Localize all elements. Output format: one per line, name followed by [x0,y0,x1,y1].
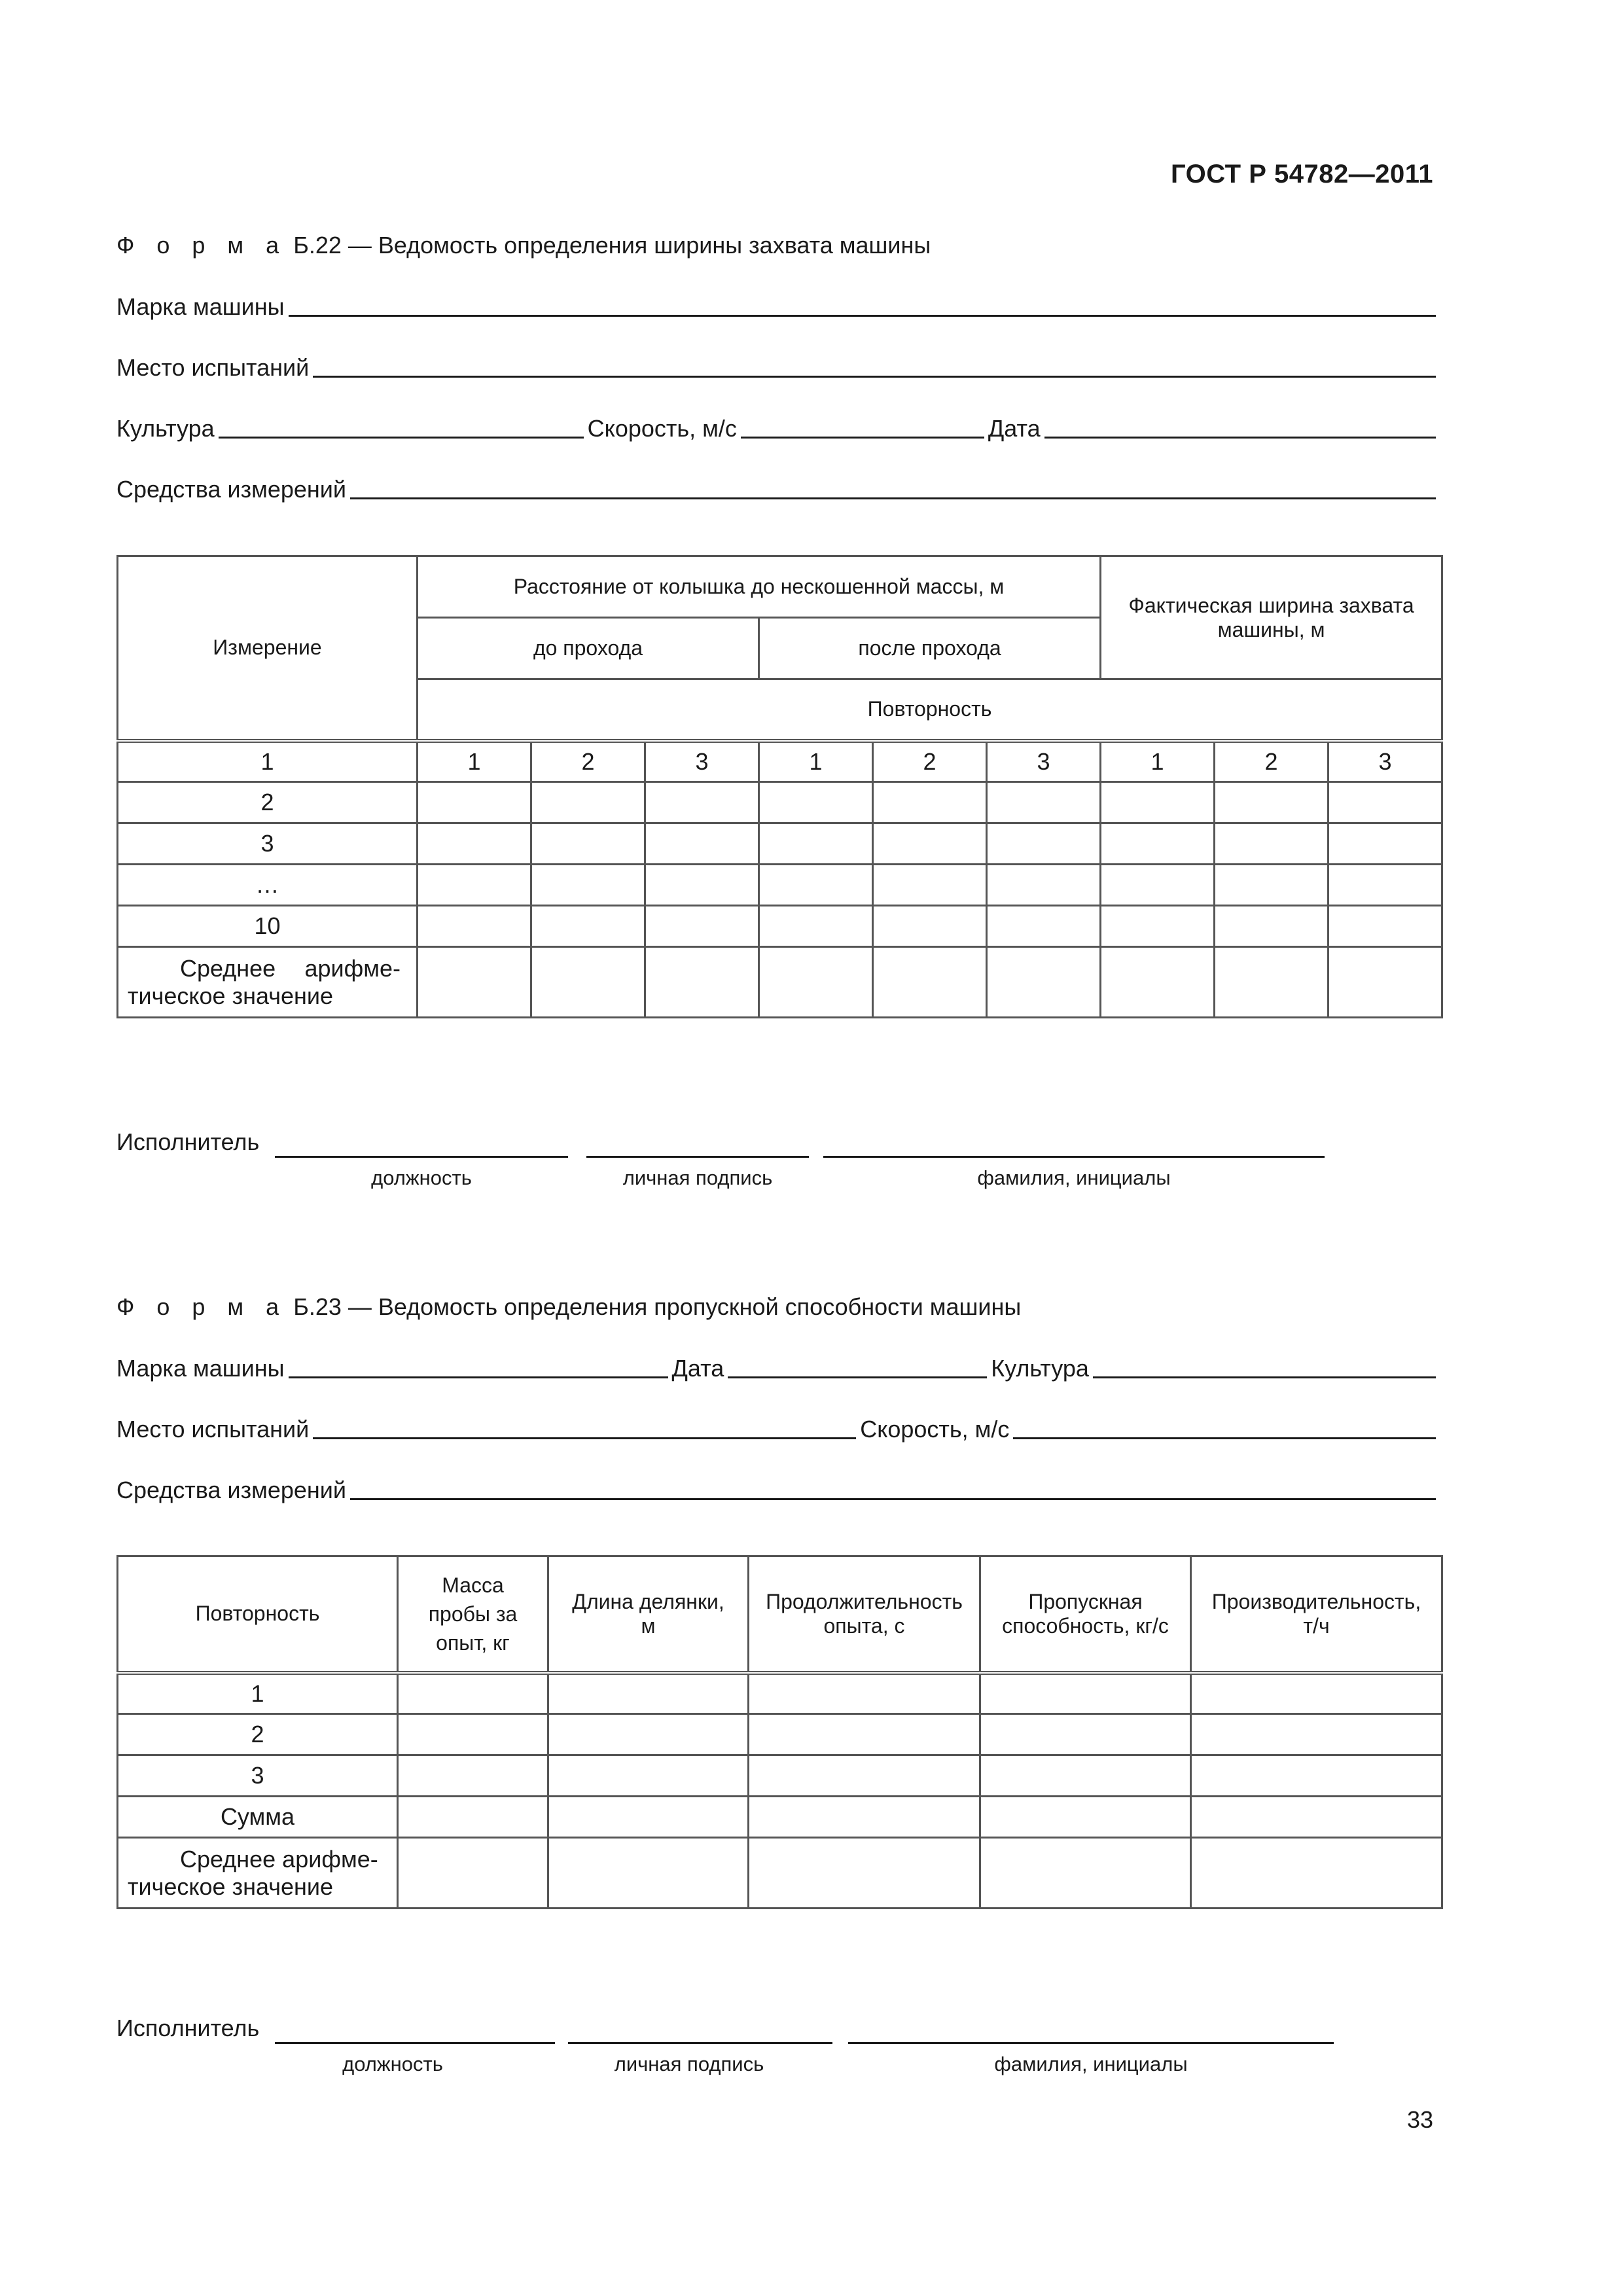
repeat-number: 1 [759,741,873,782]
average-label-line1: Среднее арифме- [180,954,401,982]
form-23-table [116,1555,1443,1909]
instruments-input-line[interactable] [350,497,1436,499]
table-cell[interactable] [749,1714,980,1755]
table-cell[interactable] [645,906,759,947]
table-cell[interactable] [531,906,645,947]
date-input-line[interactable] [1044,437,1436,439]
table-cell[interactable] [548,1714,749,1755]
table-cell[interactable] [398,1755,548,1797]
header-productivity: Производительность, т/ч [1191,1556,1442,1673]
brand-input-line[interactable] [289,1376,668,1378]
table-cell[interactable] [1191,1797,1442,1838]
table-cell[interactable] [749,1755,980,1797]
table-row [118,741,1442,782]
signature-caption: личная подпись [614,2053,764,2075]
date-input-line[interactable] [728,1376,987,1378]
table-cell[interactable] [749,1673,980,1714]
crop-label: Культура [991,1355,1089,1382]
form-23-word: Ф о р м а [116,1293,287,1320]
table-cell[interactable] [548,1673,749,1714]
average-label [118,1838,398,1909]
table-cell[interactable] [873,865,987,906]
table-cell[interactable] [418,947,531,1018]
repeat-number: 2 [531,741,645,782]
header-measure: Измерение [118,556,418,741]
table-row [118,1673,1442,1714]
header-throughput: Пропускная способность, кг/с [980,1556,1191,1673]
instruments-input-line[interactable] [350,1498,1436,1500]
table-cell[interactable] [873,823,987,865]
table-cell[interactable] [548,1797,749,1838]
brand-label: Марка машины [116,1355,285,1382]
table-cell[interactable] [645,782,759,823]
table-cell[interactable] [980,1714,1191,1755]
table-cell[interactable] [1191,1755,1442,1797]
table-cell[interactable] [759,947,873,1018]
position-caption: должность [371,1166,472,1189]
table-row [118,823,1442,865]
table-cell[interactable] [531,947,645,1018]
date-label: Дата [671,1355,724,1382]
form-23-place-speed-field [116,1416,1440,1443]
repeat-number: 1 [1101,741,1215,782]
header-after-pass: после прохода [759,618,1101,679]
place-input-line[interactable] [313,1437,856,1439]
table-cell[interactable] [1101,906,1215,947]
table-cell[interactable] [749,1838,980,1909]
table-cell[interactable] [1191,1673,1442,1714]
crop-input-line[interactable] [1093,1376,1436,1378]
row-label: 2 [118,782,418,823]
table-cell[interactable] [987,823,1101,865]
table-cell[interactable] [1215,947,1329,1018]
form-22-word: Ф о р м а [116,232,287,259]
crop-label: Культура [116,415,215,442]
page-number: 33 [1406,2106,1433,2133]
form-23-brand-date-crop-field [116,1355,1440,1382]
table-cell[interactable] [645,947,759,1018]
form-22-crop-speed-date-field [116,415,1440,442]
table-cell[interactable] [531,782,645,823]
instruments-label: Средства измерений [116,1477,347,1503]
table-cell[interactable] [759,906,873,947]
table-cell[interactable] [1215,823,1329,865]
header-distance: Расстояние от колышка до нескошенной массы, м [418,556,1101,618]
repeat-number: 3 [1329,741,1442,782]
table-cell[interactable] [531,865,645,906]
position-line[interactable] [275,2042,555,2044]
executor-label: Исполнитель [116,2015,260,2041]
table-cell[interactable] [548,1838,749,1909]
table-row [118,906,1442,947]
table-cell[interactable] [398,1714,548,1755]
speed-label: Скорость, м/с [860,1416,1010,1443]
table-cell[interactable] [398,1673,548,1714]
instruments-label: Средства измерений [116,476,347,503]
table-cell[interactable] [1101,823,1215,865]
table-cell[interactable] [980,1755,1191,1797]
speed-input-line[interactable] [1013,1437,1436,1439]
repeat-number: 2 [1215,741,1329,782]
table-cell[interactable] [980,1838,1191,1909]
header-actual-width: Фактическая ширина захвата машины, м [1101,556,1442,679]
form-23-title-text: Б.23 — Ведомость определения пропускной способности машины [293,1293,1022,1320]
table-cell[interactable] [873,782,987,823]
header-repeat: Повторность [418,679,1442,741]
name-line[interactable] [823,1156,1325,1158]
repeat-number: 3 [987,741,1101,782]
row-label-sum: Сумма [118,1797,398,1838]
standard-number: ГОСТ Р 54782—2011 [1171,160,1433,188]
table-cell[interactable] [418,782,531,823]
header-plot-length: Длина делянки, м [548,1556,749,1673]
table-cell[interactable] [987,865,1101,906]
table-cell[interactable] [418,906,531,947]
table-cell[interactable] [759,865,873,906]
row-label: 3 [118,1755,398,1797]
table-cell[interactable] [398,1797,548,1838]
row-label: 10 [118,906,418,947]
row-label: 1 [118,1673,398,1714]
table-row [118,1797,1442,1838]
signature-line[interactable] [586,1156,809,1158]
row-label: 2 [118,1714,398,1755]
signature-caption: личная подпись [622,1166,773,1189]
place-input-line[interactable] [313,376,1436,378]
table-cell[interactable] [645,823,759,865]
table-cell[interactable] [759,823,873,865]
table-cell[interactable] [418,823,531,865]
name-caption: фамилия, инициалы [977,1166,1171,1189]
form-23-title [116,1293,1021,1321]
average-label [118,947,418,1018]
table-row [118,865,1442,906]
table-cell[interactable] [1101,782,1215,823]
table-cell[interactable] [645,865,759,906]
form-22-place-field [116,354,1440,382]
place-label: Место испытаний [116,354,310,381]
speed-input-line[interactable] [741,437,984,439]
form-22-brand-field [116,293,1440,321]
speed-label: Скорость, м/с [587,415,737,442]
table-cell[interactable] [548,1755,749,1797]
table-cell[interactable] [531,823,645,865]
name-line[interactable] [848,2042,1334,2044]
table-cell[interactable] [1215,782,1329,823]
table-cell[interactable] [398,1838,548,1909]
table-cell[interactable] [418,865,531,906]
table-cell[interactable] [873,947,987,1018]
row-label: 1 [118,741,418,782]
table-cell[interactable] [1215,906,1329,947]
table-cell[interactable] [749,1797,980,1838]
table-row [118,1714,1442,1755]
header-sample-mass: Масса пробы за опыт, кг [398,1556,548,1673]
table-cell[interactable] [1215,865,1329,906]
position-line[interactable] [275,1156,568,1158]
average-label-line2: тическое значение [128,1873,333,1900]
form-22-title [116,232,931,259]
table-cell[interactable] [1101,865,1215,906]
table-cell[interactable] [1329,823,1442,865]
date-label: Дата [988,415,1041,442]
table-cell[interactable] [987,782,1101,823]
crop-input-line[interactable] [219,437,584,439]
row-label: 3 [118,823,418,865]
header-repeat: Повторность [118,1556,398,1673]
average-label-line2: тическое значение [128,982,333,1009]
repeat-number: 2 [873,741,987,782]
repeat-number: 1 [418,741,531,782]
signature-line[interactable] [568,2042,832,2044]
table-cell[interactable] [1329,906,1442,947]
repeat-number: 3 [645,741,759,782]
executor-label: Исполнитель [116,1128,260,1155]
position-caption: должность [342,2053,443,2075]
average-label-line1: Среднее арифме- [180,1845,378,1873]
table-cell[interactable] [1329,782,1442,823]
table-cell[interactable] [1101,947,1215,1018]
row-label: … [118,865,418,906]
table-cell[interactable] [980,1673,1191,1714]
table-row [118,1755,1442,1797]
form-22-instruments-field [116,476,1440,503]
form-22-table [116,555,1443,1018]
table-cell[interactable] [1191,1838,1442,1909]
header-duration: Продолжительность опыта, с [749,1556,980,1673]
place-label: Место испытаний [116,1416,310,1443]
name-caption: фамилия, инициалы [994,2053,1188,2075]
form-23-instruments-field [116,1477,1440,1504]
table-cell[interactable] [1329,947,1442,1018]
brand-input-line[interactable] [289,315,1436,317]
table-cell[interactable] [1191,1714,1442,1755]
table-cell[interactable] [873,906,987,947]
form-22-title-text: Б.22 — Ведомость определения ширины захвата машины [293,232,931,259]
table-row [118,947,1442,1018]
table-row [118,1838,1442,1909]
table-cell[interactable] [987,947,1101,1018]
table-cell[interactable] [1329,865,1442,906]
table-cell[interactable] [980,1797,1191,1838]
brand-label: Марка машины [116,293,285,320]
table-cell[interactable] [759,782,873,823]
header-before-pass: до прохода [418,618,759,679]
table-row [118,782,1442,823]
table-cell[interactable] [987,906,1101,947]
